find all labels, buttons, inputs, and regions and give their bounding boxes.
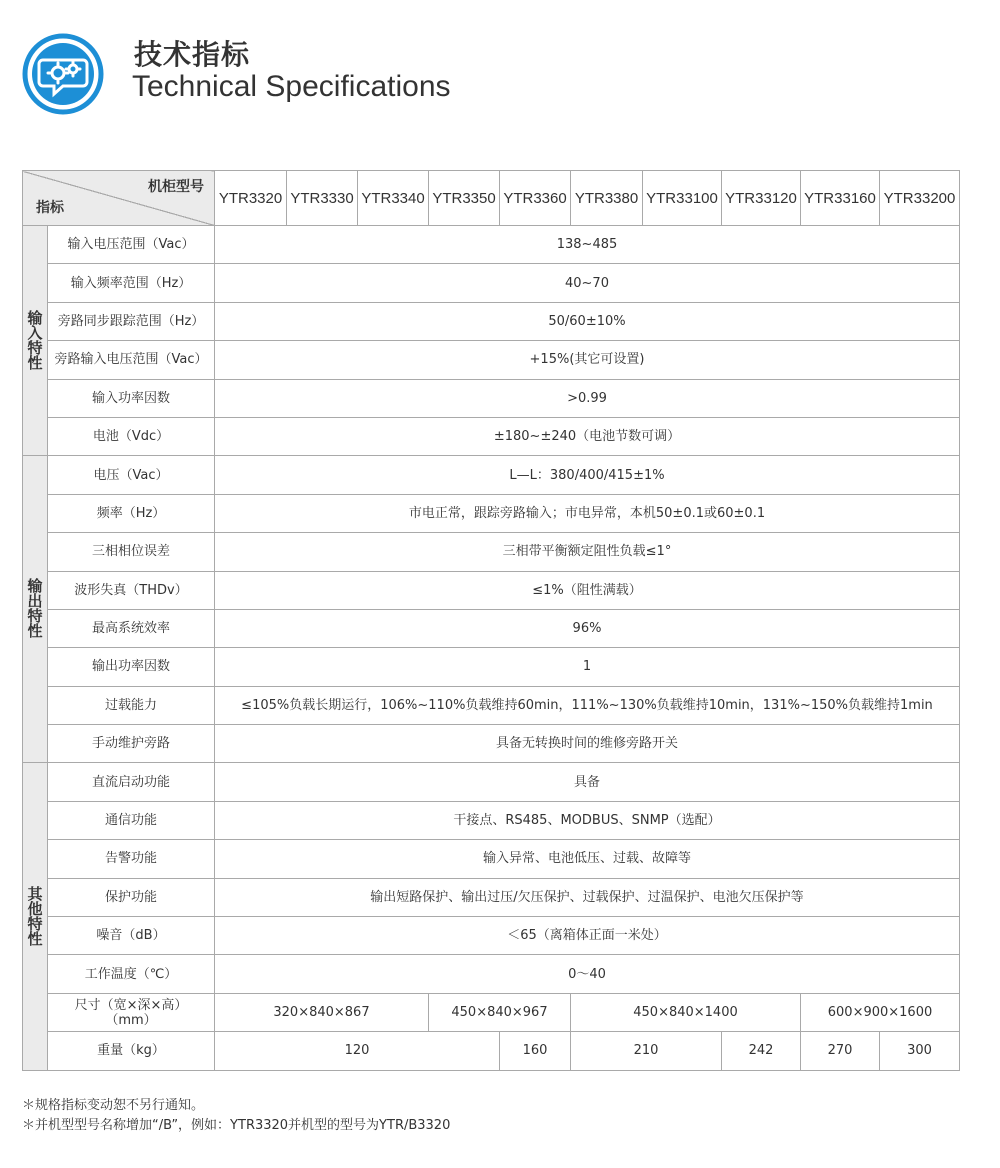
weight-value: 270 — [801, 1032, 880, 1070]
category-output: 输 出 特 性 — [23, 456, 48, 763]
row-label: 波形失真（THDv） — [48, 571, 215, 609]
model-header: YTR3350 — [429, 171, 500, 226]
model-header: YTR33100 — [643, 171, 722, 226]
weight-value: 160 — [500, 1032, 571, 1070]
footnotes — [22, 1096, 450, 1136]
row-value: 三相带平衡额定阻性负载≤1° — [215, 533, 960, 571]
row-label: 告警功能 — [48, 840, 215, 878]
size-value: 450×840×1400 — [571, 993, 801, 1031]
gear-chat-icon — [22, 33, 104, 115]
row-value: 输出短路保护、输出过压/欠压保护、过载保护、过温保护、电池欠压保护等 — [215, 878, 960, 916]
row-label: 电池（Vdc） — [48, 417, 215, 455]
table-row — [23, 571, 960, 609]
table-row — [23, 686, 960, 724]
category-other: 其 他 特 性 — [23, 763, 48, 1070]
row-label: 频率（Hz） — [48, 494, 215, 532]
row-value: L—L：380/400/415±1% — [215, 456, 960, 494]
table-row — [23, 609, 960, 647]
table-row — [23, 878, 960, 916]
row-label: 手动维护旁路 — [48, 725, 215, 763]
row-value: 96% — [215, 609, 960, 647]
row-label: 工作温度（℃） — [48, 955, 215, 993]
row-label: 电压（Vac） — [48, 456, 215, 494]
category-input: 输 入 特 性 — [23, 226, 48, 456]
row-label-size: 尺寸（宽×深×高） （mm） — [48, 993, 215, 1031]
row-value: 50/60±10% — [215, 302, 960, 340]
row-value: +15%(其它可设置) — [215, 341, 960, 379]
row-label: 噪音（dB） — [48, 917, 215, 955]
row-value: 0～40 — [215, 955, 960, 993]
row-value: ≤1%（阻性满载） — [215, 571, 960, 609]
table-row — [23, 379, 960, 417]
row-value: 输入异常、电池低压、过载、故障等 — [215, 840, 960, 878]
row-label: 输入电压范围（Vac） — [48, 226, 215, 264]
weight-value: 242 — [722, 1032, 801, 1070]
table-row — [23, 840, 960, 878]
model-header: YTR33120 — [722, 171, 801, 226]
row-value: 1 — [215, 648, 960, 686]
weight-value: 300 — [880, 1032, 960, 1070]
weight-value: 120 — [215, 1032, 500, 1070]
page-title-cn: 技术指标 — [134, 38, 251, 71]
row-value: 138~485 — [215, 226, 960, 264]
table-row — [23, 302, 960, 340]
corner-model-label: 机柜型号 — [148, 179, 204, 195]
row-label: 旁路同步跟踪范围（Hz） — [48, 302, 215, 340]
row-label: 输入频率范围（Hz） — [48, 264, 215, 302]
corner-spec-label: 指标 — [36, 200, 64, 216]
table-row — [23, 456, 960, 494]
row-label: 通信功能 — [48, 801, 215, 839]
table-row — [23, 226, 960, 264]
row-value: 市电正常，跟踪旁路输入；市电异常，本机50±0.1或60±0.1 — [215, 494, 960, 532]
row-value: >0.99 — [215, 379, 960, 417]
table-row — [23, 801, 960, 839]
page-title-en: Technical Specifications — [132, 70, 451, 103]
header-row — [23, 171, 960, 226]
table-row — [23, 533, 960, 571]
table-row — [23, 763, 960, 801]
row-value: 干接点、RS485、MODBUS、SNMP（选配） — [215, 801, 960, 839]
table-row — [23, 955, 960, 993]
row-label: 保护功能 — [48, 878, 215, 916]
model-header: YTR3340 — [358, 171, 429, 226]
row-value: ±180~±240（电池节数可调） — [215, 417, 960, 455]
footnote: ＊规格指标变动恕不另行通知。 — [22, 1098, 205, 1113]
row-label-weight: 重量（kg） — [48, 1032, 215, 1070]
model-header: YTR3360 — [500, 171, 571, 226]
table-row — [23, 917, 960, 955]
row-label: 直流启动功能 — [48, 763, 215, 801]
model-header: YTR3330 — [287, 171, 358, 226]
row-value: ＜65（离箱体正面一米处） — [215, 917, 960, 955]
table-row-weight — [23, 1032, 960, 1070]
model-header: YTR33200 — [880, 171, 960, 226]
row-value: ≤105%负载长期运行，106%~110%负载维持60min，111%~130%负载维持10min，131%~150%负载维持1min — [215, 686, 960, 724]
table-row — [23, 648, 960, 686]
row-value: 具备 — [215, 763, 960, 801]
size-value: 320×840×867 — [215, 993, 429, 1031]
model-header: YTR33160 — [801, 171, 880, 226]
corner-cell — [23, 171, 215, 226]
row-label: 输出功率因数 — [48, 648, 215, 686]
table-row — [23, 725, 960, 763]
row-label: 最高系统效率 — [48, 609, 215, 647]
model-header: YTR3380 — [571, 171, 643, 226]
size-value: 450×840×967 — [429, 993, 571, 1031]
row-label: 过载能力 — [48, 686, 215, 724]
table-row — [23, 417, 960, 455]
row-label: 三相相位误差 — [48, 533, 215, 571]
weight-value: 210 — [571, 1032, 722, 1070]
model-header: YTR3320 — [215, 171, 287, 226]
table-row — [23, 264, 960, 302]
spec-table — [22, 170, 960, 1071]
row-label: 旁路输入电压范围（Vac） — [48, 341, 215, 379]
table-row — [23, 494, 960, 532]
footnote: ＊并机型型号名称增加“/B”，例如：YTR3320并机型的型号为YTR/B3320 — [22, 1118, 451, 1133]
row-label: 输入功率因数 — [48, 379, 215, 417]
table-row-size — [23, 993, 960, 1031]
row-value: 具备无转换时间的维修旁路开关 — [215, 725, 960, 763]
size-value: 600×900×1600 — [801, 993, 960, 1031]
table-row — [23, 341, 960, 379]
row-value: 40~70 — [215, 264, 960, 302]
